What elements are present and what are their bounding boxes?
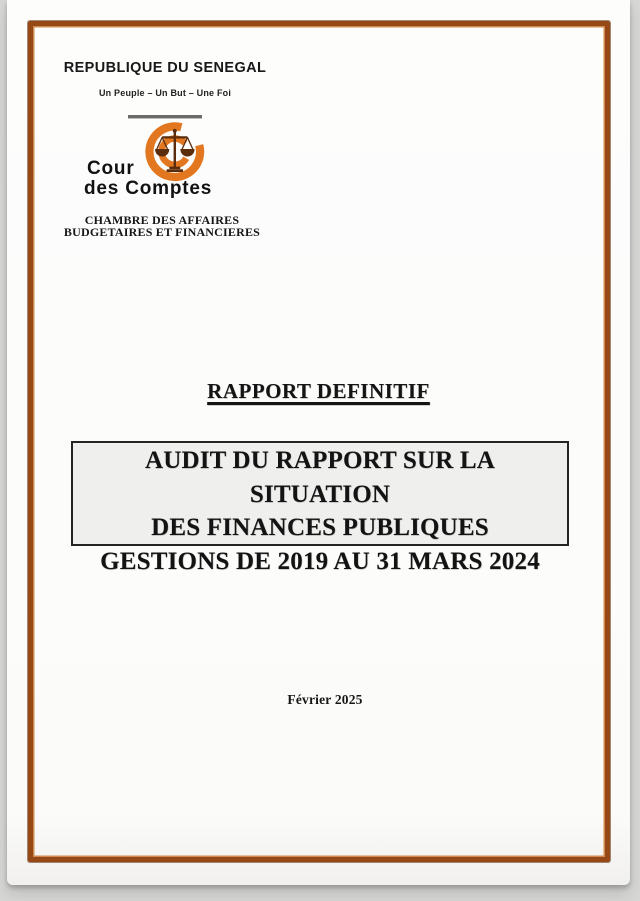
divider-line	[128, 115, 202, 118]
report-type-title	[7, 379, 630, 404]
subject-line2: DES FINANCES PUBLIQUES	[151, 514, 489, 541]
report-subject-box	[71, 441, 569, 575]
chamber-line2: BUDGETAIRES ET FINANCIERES	[63, 225, 261, 239]
report-type-text: RAPPORT DEFINITIF	[207, 379, 430, 403]
header-block	[39, 60, 291, 98]
chamber-block	[52, 214, 272, 238]
republic-title: REPUBLIQUE DU SENEGAL	[63, 60, 267, 76]
national-motto: Un Peuple – Un But – Une Foi	[98, 88, 232, 98]
chamber-line1: CHAMBRE DES AFFAIRES	[84, 213, 240, 227]
publication-date: Février 2025	[287, 692, 363, 707]
document-page	[7, 0, 630, 885]
institution-name-line2: des Comptes	[84, 178, 213, 199]
subject-line1: AUDIT DU RAPPORT SUR LA SITUATION	[144, 447, 496, 508]
institution-name-line1: Cour	[87, 158, 135, 179]
subject-line3: GESTIONS DE 2019 AU 31 MARS 2024	[100, 547, 540, 575]
